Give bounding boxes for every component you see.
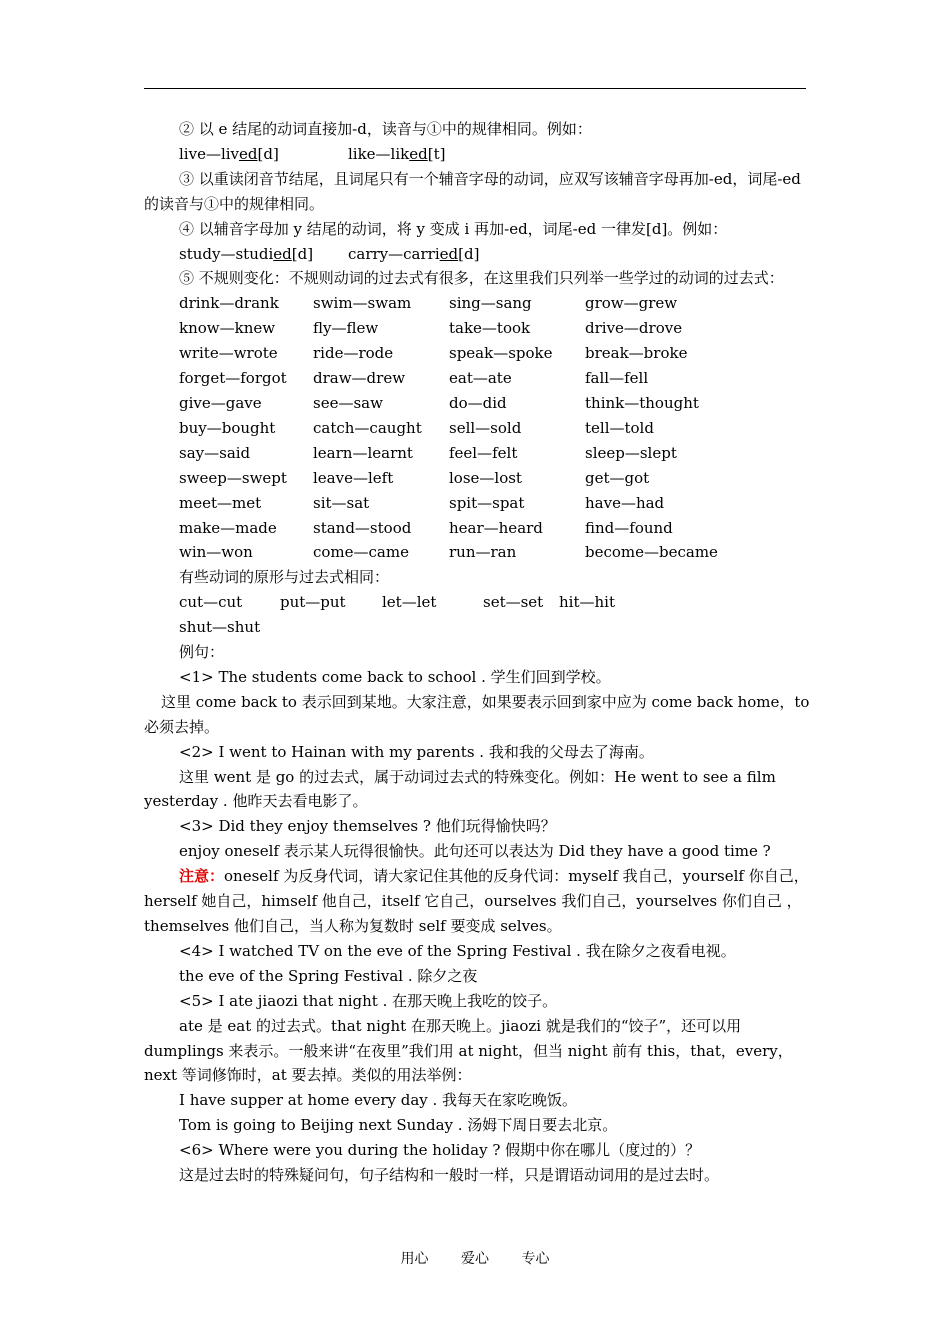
verb-pair: write—wrote [179,344,278,363]
attention-paragraph [144,864,816,939]
verb-pair: buy—bought [179,418,276,437]
verb-pair: speak—spoke [449,344,553,363]
verb-pair: grow—grew [585,294,678,313]
example-5-sample-1: I have supper at home every day . 我每天在家吃晚饭。 [179,1091,578,1110]
verb-pair: spit—spat [449,493,525,512]
verb-pair: sing—sang [449,294,532,313]
verb-pair: cut—cut [179,593,243,612]
same-form-list [144,590,816,615]
verb-pair: fall—fell [585,369,649,388]
verb-pair: break—broke [585,344,688,363]
verb-pair: become—became [585,543,718,562]
same-form-intro: 有些动词的原形与过去式相同： [179,568,390,587]
verb-pair: hit—hit [559,593,615,612]
footer-item: 专心 [521,1251,550,1267]
verb-pair: swim—swam [313,294,412,313]
verb-pair: run—ran [449,543,517,562]
example-6: <6> Where were you during the holiday ? 假期中你在哪儿（度过的）？ [179,1141,701,1160]
document-body [144,117,816,1188]
same-form-list-2 [144,615,816,640]
example-live: live—lived[d] [179,144,279,163]
verb-pair: sweep—swept [179,468,287,487]
example-4-note: the eve of the Spring Festival . 除夕之夜 [179,966,478,985]
verb-pair: win—won [179,543,253,562]
verb-pair: meet—met [179,493,262,512]
example-carry: carry—carried[d] [348,244,480,263]
example-2: <2> I went to Hainan with my parents . 我和我的父母去了海南。 [179,742,654,761]
example-6-note: 这是过去时的特殊疑问句，句子结构和一般时一样，只是谓语动词用的是过去时。 [179,1166,720,1185]
example-1-note: 这里 come back to 表示回到某地。大家注意，如果要表示回到家中应为 come back home，to 必须去掉。 [144,692,810,736]
verb-pair: say—said [179,443,251,462]
example-3: <3> Did they enjoy themselves ? 他们玩得愉快吗？ [179,817,556,836]
rule-2: ② 以 e 结尾的动词直接加-d，读音与①中的规律相同。例如： [179,120,592,138]
verb-pair: know—knew [179,319,276,338]
example-3-note: enjoy oneself 表示某人玩得很愉快。此句还可以表达为 Did they have a good time ? [179,842,771,861]
verb-pair: see—saw [313,393,383,412]
verb-pair: stand—stood [313,518,412,537]
example-5: <5> I ate jiaozi that night . 在那天晚上我吃的饺子。 [179,991,558,1010]
rule-5: ⑤ 不规则变化：不规则动词的过去式有很多，在这里我们只列举一些学过的动词的过去式： [179,269,784,288]
verb-pair: do—did [449,393,507,412]
verb-pair: sit—sat [313,493,370,512]
verb-pair: shut—shut [179,618,261,637]
rule-2-examples [144,142,816,167]
example-like: like—liked[t] [348,144,446,163]
verb-pair: feel—felt [449,443,518,462]
verb-pair: let—let [382,593,437,612]
verb-pair: learn—learnt [313,443,413,462]
rule-3: ③ 以重读闭音节结尾，且词尾只有一个辅音字母的动词，应双写该辅音字母再加-ed，词尾-ed 的读音与①中的规律相同。 [144,169,801,213]
example-5-sample-2: Tom is going to Beijing next Sunday . 汤姆下周日要去北京。 [179,1116,618,1135]
example-4: <4> I watched TV on the eve of the Spring Festival . 我在除夕之夜看电视。 [179,941,736,960]
verb-pair: eat—ate [449,369,512,388]
verb-pair: forget—forgot [179,369,287,388]
verb-pair: set—set [483,593,544,612]
verb-pair: sleep—slept [585,443,677,462]
verb-pair: have—had [585,493,665,512]
verb-pair: lose—lost [449,468,522,487]
rule-4-examples [144,242,816,267]
verb-pair: come—came [313,543,409,562]
attention-label: 注意： [179,867,225,886]
verb-pair: fly—flew [313,319,379,338]
example-5-note: ate 是 eat 的过去式。that night 在那天晚上。jiaozi 就是我们的“饺子”，还可以用 dumplings 来表示。一般来讲“在夜里”我们用 at night，但当 night 前有 this，that，every，next 等词修饰时，at 要去掉。类似的用法举例： [144,1016,793,1085]
verb-pair: take—took [449,319,531,338]
verb-pair: find—found [585,518,673,537]
verb-pair: leave—left [313,468,394,487]
header-rule [144,88,806,89]
verb-pair: catch—caught [313,418,422,437]
verb-pair: tell—told [585,418,654,437]
verb-pair: get—got [585,468,650,487]
example-2-note: 这里 went 是 go 的过去式，属于动词过去式的特殊变化。例如：He went to see a film yesterday . 他昨天去看电影了。 [144,767,776,811]
irregular-verb-table [144,291,816,565]
verb-pair: hear—heard [449,518,543,537]
verb-pair: put—put [280,593,346,612]
example-1: <1> The students come back to school . 学生们回到学校。 [179,667,611,686]
verb-pair: sell—sold [449,418,522,437]
footer-item: 爱心 [461,1251,489,1267]
examples-label: 例句： [179,643,225,662]
example-study: study—studied[d] [179,244,314,263]
rule-4: ④ 以辅音字母加 y 结尾的动词，将 y 变成 i 再加-ed，词尾-ed 一律发[d]。例如： [179,219,728,238]
attention-text: oneself 为反身代词，请大家记住其他的反身代词：myself 我自己，yourself 你自己，herself 她自己，himself 他自己，itself 它自己，ourselves 我们自己，yourselves 你们自己 ，themselves 他们自己，当人称为复数时 self 要变成 selves。 [144,867,809,935]
footer-item: 用心 [400,1251,429,1267]
verb-pair: make—made [179,518,277,537]
verb-pair: think—thought [585,393,699,412]
verb-pair: ride—rode [313,344,394,363]
page-footer [0,1248,950,1268]
verb-pair: drink—drank [179,294,279,313]
verb-pair: draw—drew [313,369,406,388]
verb-pair: drive—drove [585,319,683,338]
verb-pair: give—gave [179,393,262,412]
